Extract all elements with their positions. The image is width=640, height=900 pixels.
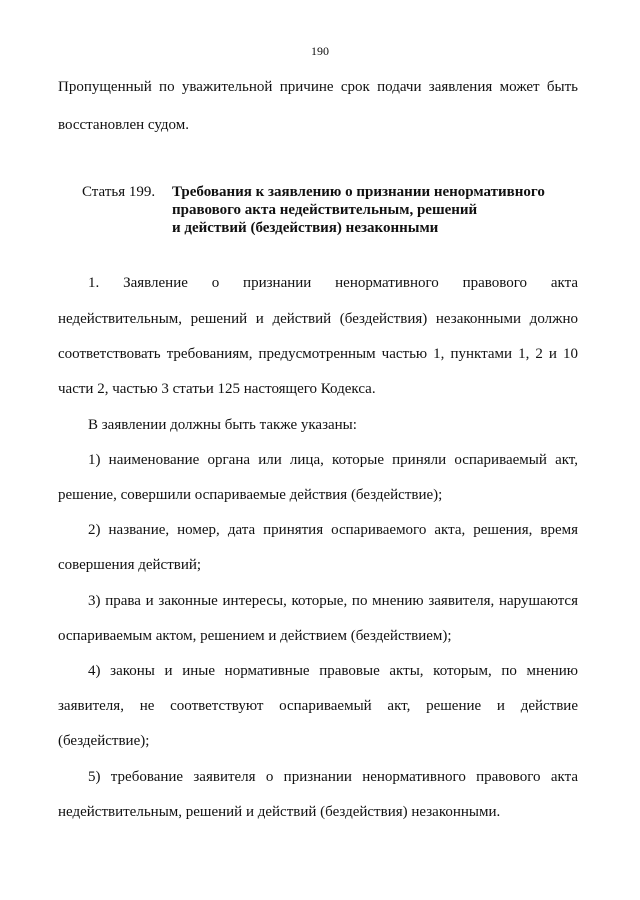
text-line: 5) требование заявителя о признании ненормативного правового акта — [88, 769, 578, 785]
text-line: заявителя, не соответствуют оспариваемый акт, решение и действие — [58, 698, 578, 714]
text-line: 1) наименование органа или лица, которые приняли оспариваемый акт, — [88, 452, 578, 468]
text-line: 1. Заявление о признании ненормативного правового акта — [88, 275, 578, 291]
text-line: решение, совершили оспариваемые действия (бездействие); — [58, 487, 443, 503]
text-line: Пропущенный по уважительной причине срок подачи заявления может быть — [58, 79, 578, 95]
text-line: 4) законы и иные нормативные правовые акты, которым, по мнению — [88, 663, 578, 679]
text-line: восстановлен судом. — [58, 117, 190, 133]
text-line: (бездействие); — [58, 733, 150, 749]
text-line: 3) права и законные интересы, которые, по мнению заявителя, нарушаются — [88, 593, 578, 609]
page-number: 190 — [311, 44, 329, 58]
article-title-line: правового акта недействительным, решений — [172, 202, 478, 218]
article-title-line: и действий (бездействия) незаконными — [172, 220, 439, 236]
text-line: оспариваемым актом, решением и действием (бездействием); — [58, 628, 452, 644]
text-line: 2) название, номер, дата принятия оспариваемого акта, решения, время — [88, 522, 578, 538]
text-line: части 2, частью 3 статьи 125 настоящего Кодекса. — [58, 381, 376, 397]
article-title-line: Требования к заявлению о признании ненормативного — [172, 184, 545, 200]
text-line: В заявлении должны быть также указаны: — [88, 417, 357, 433]
text-line: соответствовать требованиям, предусмотренным частью 1, пунктами 1, 2 и 10 — [58, 346, 578, 362]
article-number: Статья 199. — [82, 184, 156, 200]
text-line: недействительным, решений и действий (бездействия) незаконными должно — [58, 311, 578, 327]
article-title — [172, 183, 592, 237]
text-line: недействительным, решений и действий (бездействия) незаконными. — [58, 804, 501, 820]
text-line: совершения действий; — [58, 557, 202, 573]
